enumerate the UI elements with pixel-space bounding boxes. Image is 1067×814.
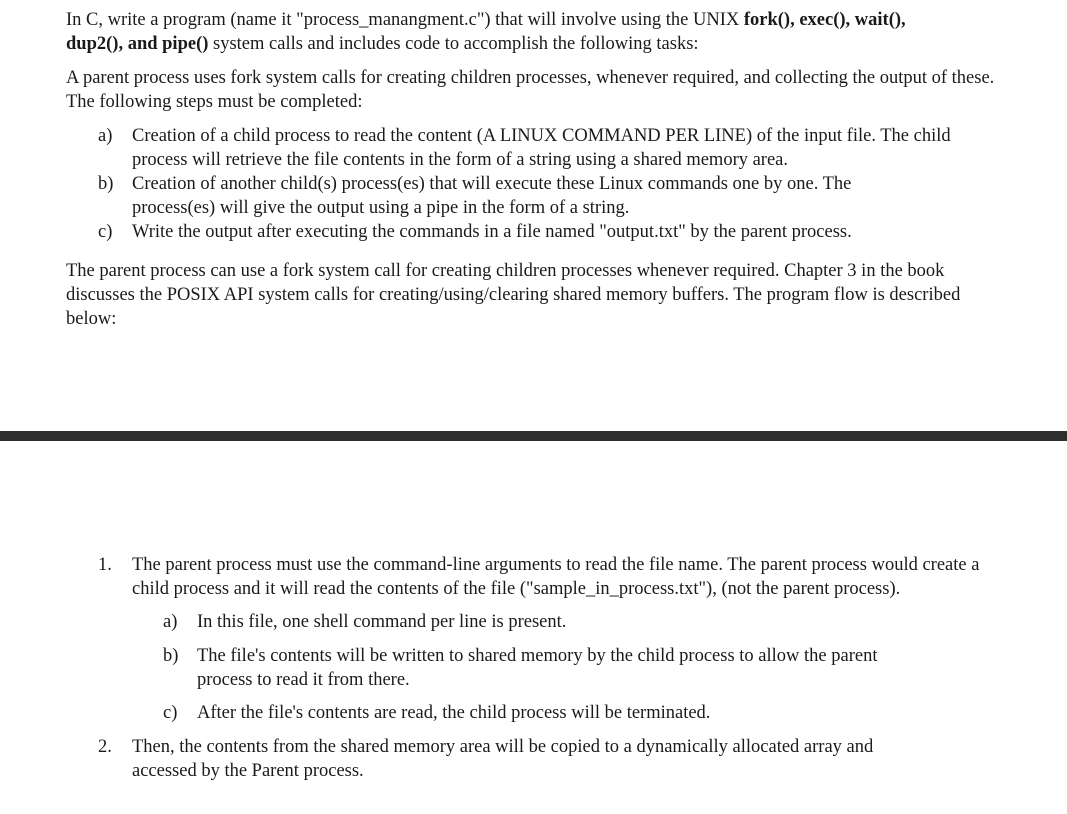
sub-list-item-label: a) (163, 612, 178, 632)
sub-list-item-text: The file's contents will be written to shared memory by the child process to allow the parent process to read it from there. (197, 646, 878, 690)
program-flow-list (66, 553, 996, 783)
program-flow-paragraph: The parent process can use a fork system call for creating children processes whenever required. Chapter 3 in the book discusses the POSIX API system calls for creating/using/clearing shared memory buffers. The program flow is described below: (66, 261, 961, 329)
list-item-label: c) (98, 222, 113, 242)
list-item (66, 553, 996, 725)
intro-bold-1: fork(), exec(), wait(), (743, 10, 906, 30)
sub-list-item-text: In this file, one shell command per line is present. (197, 612, 567, 632)
list-item-label: a) (98, 126, 113, 146)
list-item (66, 220, 996, 244)
task-description-paragraph: A parent process uses fork system calls for creating children processes, whenever required, and collecting the output of these. The following steps must be completed: (66, 68, 995, 112)
list-item-text: Then, the contents from the shared memory area will be copied to a dynamically allocated array and accessed by the Parent process. (132, 737, 874, 781)
page-divider (0, 431, 1067, 441)
list-item-label: 1. (98, 555, 112, 575)
sub-list-item (66, 644, 937, 692)
intro-paragraph (66, 8, 996, 56)
list-item-text: Creation of another child(s) process(es) that will execute these Linux commands one by one. The process(es) will give the output using a pipe in the form of a string. (132, 174, 852, 218)
sub-list-item-text: After the file's contents are read, the child process will be terminated. (197, 703, 711, 723)
list-item-label: 2. (98, 737, 112, 757)
sub-list-item-label: c) (163, 703, 178, 723)
list-item (66, 735, 942, 783)
list-item-text: The parent process must use the command-line arguments to read the file name. The parent process would create a child process and it will read the contents of the file ("sample_in_process.txt"), (not the parent process). (132, 555, 980, 599)
list-item (66, 124, 996, 172)
sub-list-item (66, 610, 996, 634)
intro-bold-2: dup2(), and pipe() (66, 34, 209, 54)
list-item-text: Write the output after executing the commands in a file named "output.txt" by the parent process. (132, 222, 852, 242)
sub-list-item (66, 701, 996, 725)
intro-text-2: system calls and includes code to accomplish the following tasks: (208, 34, 699, 54)
list-item-text: Creation of a child process to read the content (A LINUX COMMAND PER LINE) of the input file. The child process will retrieve the file contents in the form of a string using a shared memory area. (132, 126, 951, 170)
list-item-label: b) (98, 174, 114, 194)
list-item (66, 172, 932, 220)
sub-list-item-label: b) (163, 646, 179, 666)
intro-text-1: In C, write a program (name it "process_manangment.c") that will involve using the UNIX (66, 10, 744, 30)
task-list (66, 124, 996, 244)
